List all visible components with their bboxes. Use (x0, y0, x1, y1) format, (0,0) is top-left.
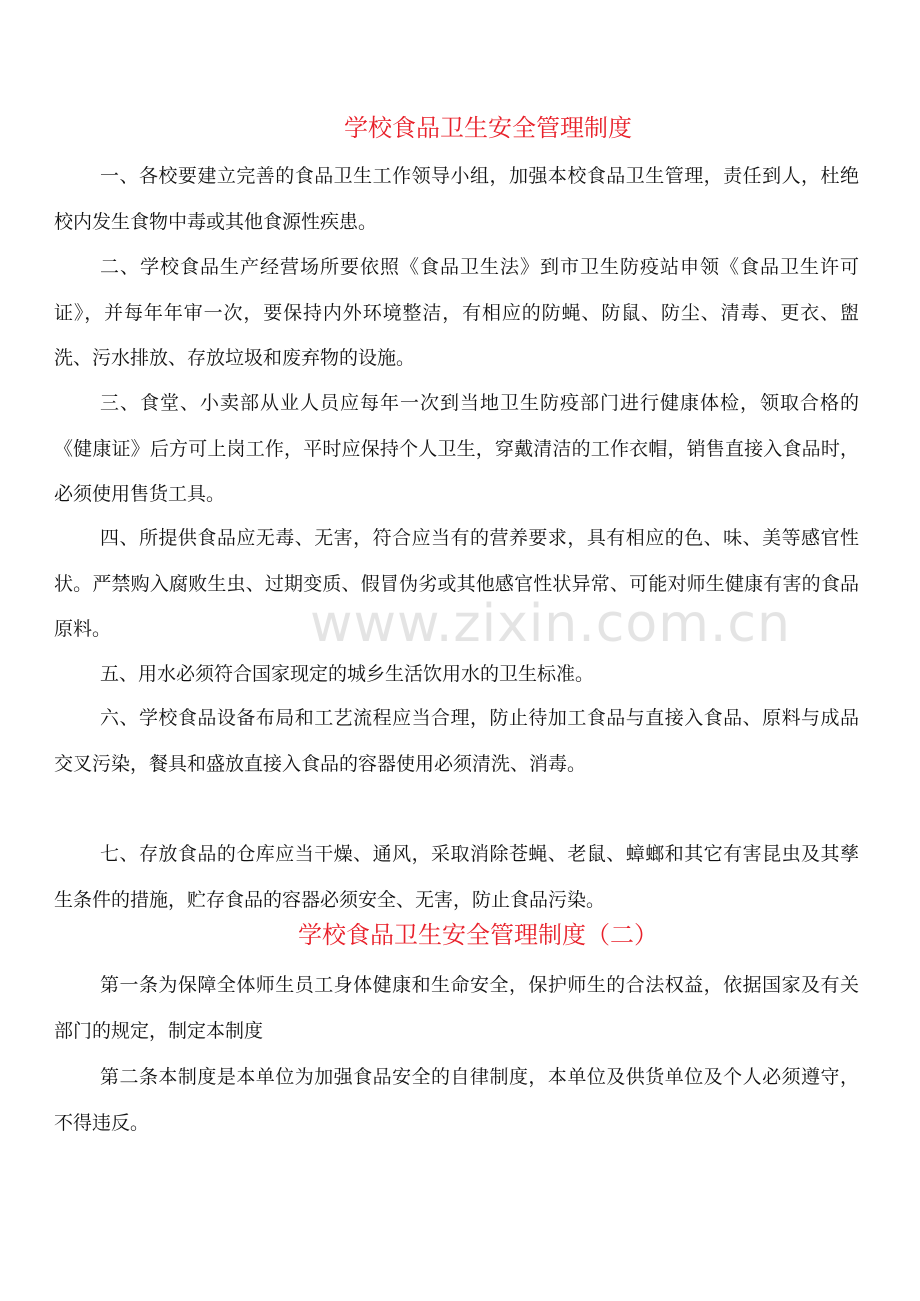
paragraph-4: 四、所提供食品应无毒、无害，符合应当有的营养要求，具有相应的色、味、美等感官性状。严禁购入腐败生虫、过期变质、假冒伪劣或其他感官性状异常、可能对师生健康有害的食品原料。 (54, 527, 859, 640)
article-2: 第二条本制度是本单位为加强食品安全的自律制度，本单位及供货单位及个人必须遵守，不得违反。 (54, 1066, 859, 1134)
paragraph-2: 二、学校食品生产经营场所要依照《食品卫生法》到市卫生防疫站申领《食品卫生许可证》，并每年年审一次，要保持内外环境整洁，有相应的防蝇、防鼠、防尘、清毒、更衣、盥洗、污水排放、存放垃圾和废弃物的设施。 (54, 256, 859, 369)
paragraph-3: 三、食堂、小卖部从业人员应每年一次到当地卫生防疫部门进行健康体检，领取合格的《健康证》后方可上岗工作，平时应保持个人卫生，穿戴清洁的工作衣帽，销售直接入食品时，必须使用售货工具。 (54, 392, 859, 505)
paragraph-6: 六、学校食品设备布局和工艺流程应当合理，防止待加工食品与直接入食品、原料与成品交叉污染，餐具和盛放直接入食品的容器使用必须清洗、消毒。 (54, 707, 859, 775)
document-title: 学校食品卫生安全管理制度 (344, 114, 632, 142)
paragraph-5: 五、用水必须符合国家现定的城乡生活饮用水的卫生标准。 (100, 663, 595, 685)
section-title-2: 学校食品卫生安全管理制度（二） (298, 921, 658, 949)
watermark: www.zixin.com.cn (310, 594, 791, 654)
paragraph-1: 一、各校要建立完善的食品卫生工作领导小组，加强本校食品卫生管理，责任到人，杜绝校内发生食物中毒或其他食源性疾患。 (54, 165, 859, 233)
article-1: 第一条为保障全体师生员工身体健康和生命安全，保护师生的合法权益，依据国家及有关部门的规定，制定本制度 (54, 974, 859, 1042)
paragraph-7: 七、存放食品的仓库应当干燥、通风，采取消除苍蝇、老鼠、蟑螂和其它有害昆虫及其孳生条件的措施，贮存食品的容器必须安全、无害，防止食品污染。 (54, 843, 859, 911)
